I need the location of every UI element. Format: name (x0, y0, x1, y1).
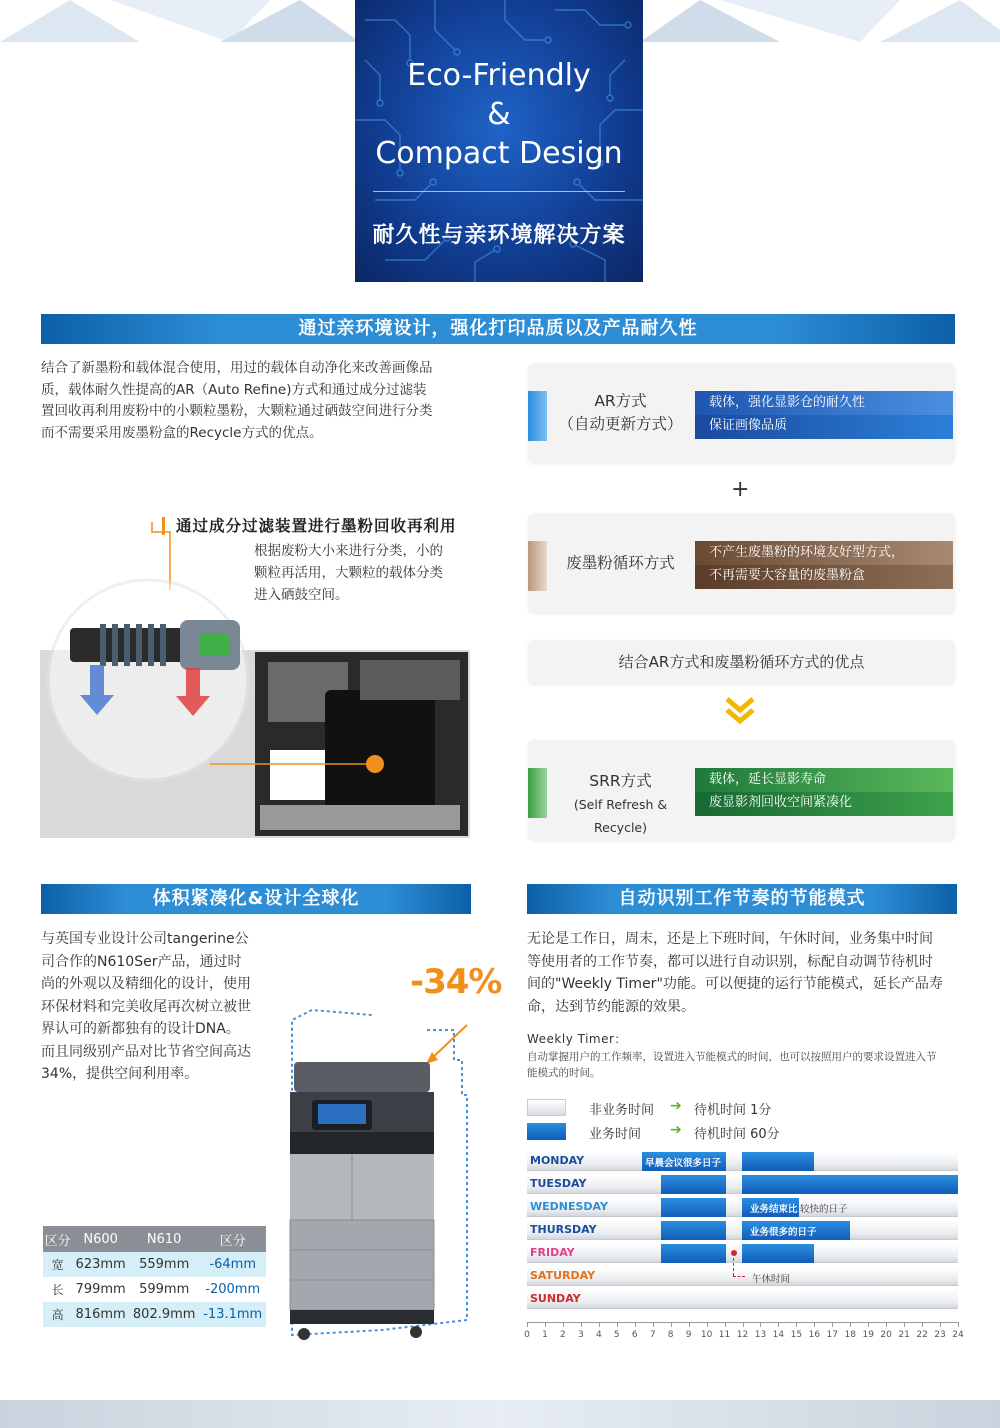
hour-tick (617, 1322, 618, 1327)
hour-tick-label: 15 (790, 1330, 803, 1340)
para-line: 尚的外观以及精细化的设计，使用 (41, 976, 251, 992)
callout-line: 根据废粉大小来进行分类，小的 (254, 543, 443, 559)
hour-tick (796, 1322, 797, 1327)
hour-tick (778, 1322, 779, 1327)
srr-method-card (528, 740, 955, 840)
callout-line: 进入硒鼓空间。 (254, 587, 349, 603)
weekly-timer-title: Weekly Timer： (527, 1032, 627, 1046)
hour-tick-label: 0 (524, 1330, 530, 1340)
day-row-friday (527, 1244, 958, 1263)
hour-tick-label: 4 (595, 1330, 602, 1340)
hour-tick-label: 7 (649, 1330, 656, 1340)
arrow-right-icon: ➔ (670, 1098, 682, 1114)
hero-divider (373, 191, 625, 192)
spec-cell: 799mm (75, 1282, 126, 1297)
footer-band (0, 1400, 1000, 1428)
spec-cell: 长 (51, 1283, 64, 1297)
hour-tick (904, 1322, 905, 1327)
spec-cell: 599mm (139, 1282, 190, 1297)
ar-tab (528, 391, 547, 441)
hour-tick (725, 1322, 726, 1327)
hour-tick-label: 12 (736, 1330, 749, 1340)
para-line: 间的"Weekly Timer"功能。可以便捷的运行节能模式，延长产品寿 (527, 976, 943, 992)
day-row-thursday (527, 1221, 958, 1240)
waste-feature-1: 不产生废墨粉的环境友好型方式， (695, 541, 953, 565)
para-line: 环保材料和完美收尾再次树立被世 (41, 998, 251, 1015)
ar-feature-2: 保证画像品质 (695, 415, 953, 439)
para-line: 34%，提供空间利用率。 (41, 1066, 199, 1082)
spec-header-row (43, 1226, 266, 1252)
day-label: SUNDAY (530, 1292, 581, 1305)
lunch-note: 午休时间 (752, 1274, 791, 1285)
spec-cell: 802.9mm (129, 1302, 200, 1327)
spec-cell: -13.1mm (199, 1302, 266, 1327)
day-label: TUESDAY (530, 1177, 587, 1190)
para-line: 司合作的N610Ser产品，通过时 (41, 953, 242, 970)
spec-header: 区分 (199, 1226, 266, 1252)
hour-tick-label: 8 (667, 1330, 674, 1340)
work-segment (742, 1175, 958, 1194)
hour-tick-label: 11 (718, 1330, 731, 1340)
spec-cell: 559mm (129, 1252, 200, 1277)
ar-feature-1: 载体，强化显影仓的耐久性 (695, 391, 953, 415)
spec-row (43, 1277, 266, 1302)
para-line: 无论是工作日，周末，还是上下班时间，午休时间，业务集中时间 (527, 931, 933, 947)
day-label: FRIDAY (530, 1246, 575, 1259)
para-line: 质，载体耐久性提高的AR（Auto Refine)方式和通过成分过滤装 (41, 381, 427, 398)
ar-name-line-1: AR方式 (594, 392, 647, 410)
hero-subtitle: 耐久性与亲环境解决方案 (372, 223, 626, 248)
work-segment (661, 1244, 726, 1263)
ar-name (548, 390, 693, 436)
hour-tick-label: 10 (700, 1330, 713, 1340)
combine-card: 结合AR方式和废墨粉循环方式的优点 (528, 640, 955, 684)
hour-tick (743, 1322, 744, 1327)
hour-tick (635, 1322, 636, 1327)
hour-tick-label: 5 (613, 1330, 620, 1340)
hour-tick-label: 18 (844, 1330, 856, 1340)
para-line: 与英国专业设计公司tangerine公 (41, 931, 249, 947)
ar-name-line-2: （自动更新方式） (558, 415, 683, 433)
spec-table (43, 1226, 266, 1327)
work-segment (661, 1175, 726, 1194)
day-label: SATURDAY (530, 1269, 596, 1282)
hour-tick (545, 1322, 546, 1327)
hour-tick (922, 1322, 923, 1327)
hour-tick (868, 1322, 869, 1327)
hour-tick (653, 1322, 654, 1327)
para-line: 而不需要采用废墨粉盒的Recycle方式的优点。 (41, 424, 323, 441)
hour-tick (599, 1322, 600, 1327)
hour-tick-label: 23 (934, 1330, 946, 1340)
hour-tick (581, 1322, 582, 1327)
para-line: 而且同级别产品对比节省空间高达 (41, 1043, 251, 1060)
work-segment (661, 1221, 726, 1240)
spec-cell: 816mm (72, 1302, 129, 1327)
spec-header: N600 (72, 1226, 129, 1252)
spec-row (43, 1252, 266, 1277)
section-energy-paragraph (527, 928, 959, 1018)
hour-tick (850, 1322, 851, 1327)
spec-header: N610 (129, 1226, 200, 1252)
legend-workhours-label: 业务时间 (589, 1127, 642, 1142)
hero-title-line-3: Compact Design (375, 136, 623, 171)
spec-cell: 高 (43, 1302, 72, 1327)
hour-tick (760, 1322, 761, 1327)
hour-tick-label: 16 (808, 1330, 821, 1340)
ar-method-card (528, 363, 955, 463)
day-row-tuesday (527, 1175, 958, 1194)
lunch-connector (733, 1258, 734, 1276)
work-segment (742, 1152, 814, 1171)
hour-tick-label: 1 (542, 1330, 548, 1340)
toner-recycle-illustration (40, 520, 470, 840)
hour-tick-label: 6 (631, 1330, 638, 1340)
hour-tick-label: 9 (685, 1330, 692, 1340)
note-thursday: 业务很多的日子 (750, 1227, 817, 1238)
note-wednesday-a: 业务结束比 (750, 1204, 798, 1215)
printer-illustration (282, 1000, 472, 1345)
hero-title-line-2: & (487, 97, 511, 132)
waste-feature-2: 不再需要大容量的废墨粉盒 (695, 565, 953, 589)
lunch-connector (733, 1276, 745, 1277)
spec-header: 区分 (43, 1226, 72, 1252)
srr-name-line-2: (Self Refresh & Recycle) (573, 797, 668, 835)
hour-tick (814, 1322, 815, 1327)
note-wednesday-b: 较快的日子 (800, 1204, 848, 1215)
desc-line: 自动掌握用户的工作频率，设置进入节能模式的时间，也可以按照用户的要求设置进入节 (527, 1051, 937, 1063)
hour-tick-label: 21 (898, 1330, 910, 1340)
spec-row (43, 1302, 266, 1327)
waste-tab (528, 541, 547, 591)
chevron-down-icon (724, 696, 756, 726)
para-line: 等使用者的工作节奏，都可以进行自动识别，标配自动调节待机时 (527, 953, 933, 970)
section-energy-banner: 自动识别工作节奏的节能模式 (527, 884, 957, 914)
spec-cell: 623mm (72, 1252, 129, 1277)
section-design-paragraph (41, 928, 273, 1086)
legend-offhours-standby: 待机时间 1分 (694, 1103, 772, 1118)
srr-feature-2: 废显影剂回收空间紧凑化 (695, 792, 953, 816)
day-label: MONDAY (530, 1154, 585, 1167)
waste-name: 废墨粉循环方式 (566, 554, 675, 572)
hour-tick-label: 24 (952, 1330, 964, 1340)
work-segment (661, 1198, 726, 1217)
para-line: 命，达到节约能源的效果。 (527, 998, 695, 1015)
hour-tick (707, 1322, 708, 1327)
legend-workhours-swatch (527, 1123, 566, 1140)
srr-tab (528, 768, 547, 818)
callout-line: 颗粒再活用，大颗粒的载体分类 (254, 565, 443, 581)
lunch-marker (731, 1250, 737, 1256)
legend-offhours-swatch (527, 1099, 566, 1116)
hero-panel (355, 0, 643, 282)
hour-tick-label: 3 (578, 1330, 584, 1340)
hour-tick (563, 1322, 564, 1327)
srr-name (548, 770, 693, 839)
plus-sign: + (731, 477, 750, 502)
work-segment (742, 1244, 814, 1263)
para-line: 置回收再利用废粉中的小颗粒墨粉，大颗粒通过硒鼓空间进行分类 (41, 403, 433, 419)
hour-tick-label: 20 (880, 1330, 892, 1340)
hour-tick-label: 17 (826, 1330, 838, 1340)
hour-tick-label: 19 (862, 1330, 874, 1340)
hour-tick (940, 1322, 941, 1327)
hero-title-line-1: Eco-Friendly (407, 58, 591, 93)
hour-tick-label: 13 (754, 1330, 767, 1340)
hour-tick (832, 1322, 833, 1327)
waste-recycle-card (528, 513, 955, 613)
hour-tick (958, 1322, 959, 1327)
note-monday: 早晨会议很多日子 (645, 1158, 722, 1169)
day-row-monday (527, 1152, 958, 1171)
hour-tick (671, 1322, 672, 1327)
callout-title: 通过成分过滤装置进行墨粉回收再利用 (176, 517, 457, 535)
spec-cell: -64mm (199, 1252, 266, 1277)
day-label: THURSDAY (530, 1223, 597, 1236)
hour-tick (886, 1322, 887, 1327)
spec-cell: 宽 (43, 1252, 72, 1277)
para-line: 界认可的新都独有的设计DNA。 (41, 1021, 240, 1037)
hour-tick-label: 14 (772, 1330, 785, 1340)
weekly-timer-description (527, 1049, 959, 1081)
hour-tick-label: 2 (560, 1330, 566, 1340)
hour-tick (527, 1322, 528, 1327)
day-row-wednesday (527, 1198, 958, 1217)
srr-feature-1: 载体，延长显影寿命 (695, 768, 953, 792)
section-design-banner: 体积紧凑化&设计全球化 (41, 884, 471, 914)
section-eco-banner: 通过亲环境设计，强化打印品质以及产品耐久性 (41, 314, 955, 344)
desc-line: 能模式的时间。 (527, 1067, 601, 1079)
day-label: WEDNESDAY (530, 1200, 608, 1213)
spec-cell: -200mm (205, 1282, 261, 1297)
day-row-sunday (527, 1290, 958, 1309)
hour-tick (689, 1322, 690, 1327)
arrow-right-icon: ➔ (670, 1122, 682, 1138)
legend-offhours-label: 非业务时间 (589, 1103, 655, 1118)
section-eco-paragraph (41, 358, 481, 444)
srr-name-line-1: SRR方式 (589, 772, 652, 790)
space-saving-percent: -34% (410, 962, 502, 1002)
legend-workhours-standby: 待机时间 60分 (694, 1127, 780, 1142)
para-line: 结合了新墨粉和载体混合使用，用过的载体自动净化来改善画像品 (41, 360, 433, 376)
hour-tick-label: 22 (916, 1330, 928, 1340)
hero-title (355, 56, 643, 173)
